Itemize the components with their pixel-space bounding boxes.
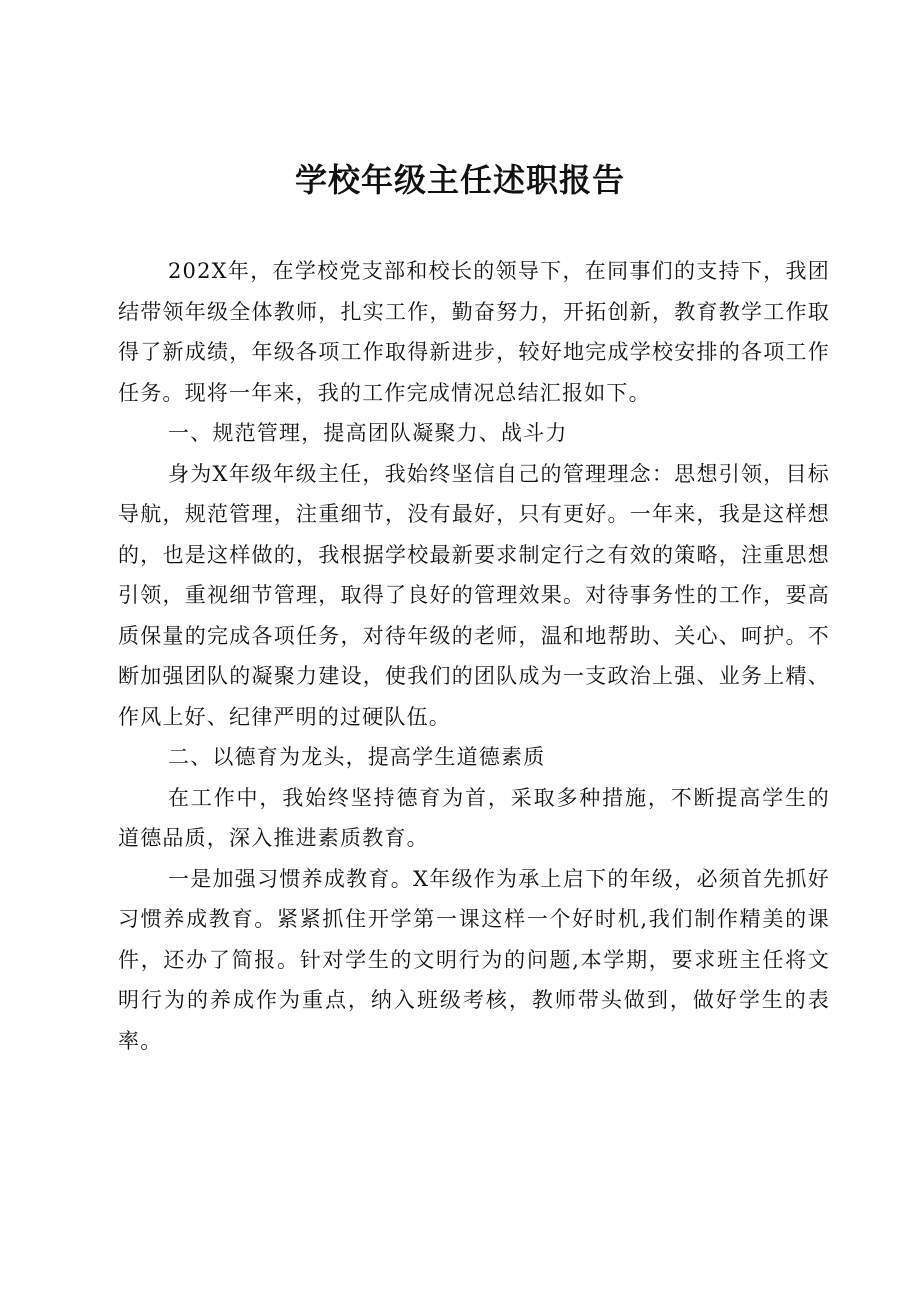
section-1-paragraph: 身为X年级年级主任，我始终坚信自己的管理理念：思想引领，目标导航，规范管理，注重细节，没有最好，只有更好。一年来，我是这样想的，也是这样做的，我根据学校最新要求制定行之有效的策略，注重思想引领，重视细节管理，取得了良好的管理效果。对待事务性的工作，要高质保量的完成各项任务，对待年级的老师，温和地帮助、关心、呵护。不断加强团队的凝聚力建设，使我们的团队成为一支政治上强、业务上精、作风上好、纪律严明的过硬队伍。 bbox=[118, 461, 830, 729]
section-heading-2: 二、以德育为龙头，提高学生道德素质 bbox=[168, 745, 546, 769]
intro-paragraph: 202X年，在学校党支部和校长的领导下，在同事们的支持下，我团结带领年级全体教师，扎实工作，勤奋努力，开拓创新，教育教学工作取得了新成绩，年级各项工作取得新进步，较好地完成学校安排的各项工作任务。现将一年来，我的工作完成情况总结汇报如下。 bbox=[118, 259, 830, 405]
document-body bbox=[118, 251, 830, 1061]
document-title: 学校年级主任述职报告 bbox=[294, 161, 625, 199]
section-2-paragraph-1: 在工作中，我始终坚持德育为首，采取多种措施，不断提高学生的道德品质，深入推进素质教育。 bbox=[118, 785, 830, 850]
section-heading-1: 一、规范管理，提高团队凝聚力、战斗力 bbox=[168, 421, 568, 445]
section-2-paragraph-2: 一是加强习惯养成教育。X年级作为承上启下的年级，必须首先抓好习惯养成教育。紧紧抓住开学第一课这样一个好时机,我们制作精美的课件，还办了简报。针对学生的文明行为的问题,本学期，要求班主任将文明行为的养成作为重点，纳入班级考核，教师带头做到，做好学生的表率。 bbox=[118, 866, 830, 1053]
